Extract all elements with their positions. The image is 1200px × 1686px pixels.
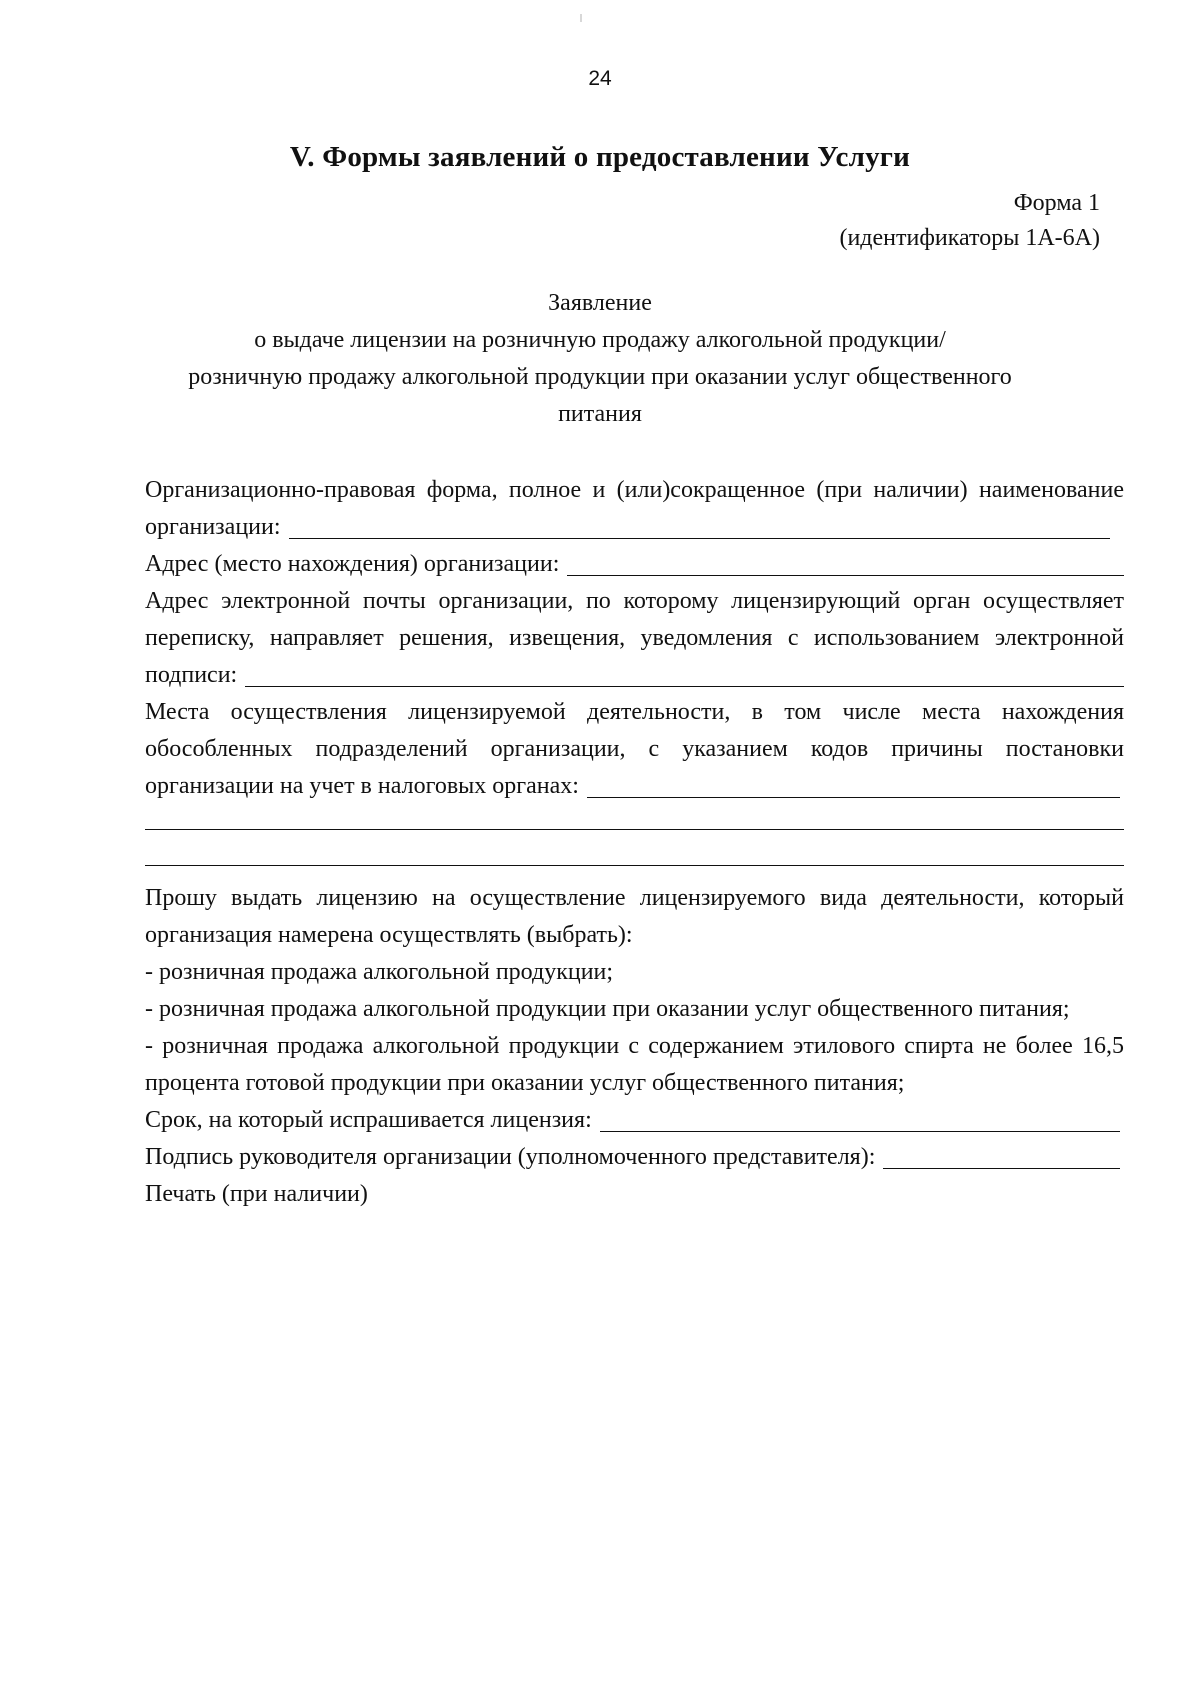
email-description-line-2: переписку, направляет решения, извещения, уведомления с использованием электронной xyxy=(145,625,1124,651)
option-retail-alcohol-catering[interactable]: - розничная продажа алкогольной продукции при оказании услуг общественного питания; xyxy=(145,996,1070,1022)
org-name-description: Организационно-правовая форма, полное и (или)сокращенное (при наличии) наименование xyxy=(145,477,1124,503)
form-body xyxy=(145,472,1124,1207)
option-retail-alcohol[interactable]: - розничная продажа алкогольной продукции; xyxy=(145,959,614,985)
places-field-line-3[interactable] xyxy=(145,865,1124,866)
option-retail-low-alcohol-line-2[interactable]: процента готовой продукции при оказании услуг общественного питания; xyxy=(145,1070,905,1096)
email-label: подписи: xyxy=(145,662,238,688)
places-row xyxy=(145,768,1124,804)
application-subtitle-line-1: о выдаче лицензии на розничную продажу алкогольной продукции/ xyxy=(254,327,946,353)
form-identifiers: (идентификаторы 1А-6А) xyxy=(839,225,1100,251)
address-row xyxy=(145,546,1124,582)
term-field[interactable] xyxy=(600,1105,1120,1132)
email-row xyxy=(145,657,1124,693)
signature-field[interactable] xyxy=(883,1142,1120,1169)
application-subtitle-line-3: питания xyxy=(558,401,642,427)
signature-label: Подпись руководителя организации (уполномоченного представителя): xyxy=(145,1144,876,1170)
application-title: Заявление xyxy=(548,290,652,316)
org-name-row xyxy=(145,509,1124,545)
places-label: организации на учет в налоговых органах: xyxy=(145,773,579,799)
places-field-line-2[interactable] xyxy=(145,829,1124,830)
term-label: Срок, на который испрашивается лицензия: xyxy=(145,1107,592,1133)
section-title: V. Формы заявлений о предоставлении Услуги xyxy=(289,141,911,173)
places-field[interactable] xyxy=(587,771,1120,798)
form-label: Форма 1 xyxy=(1013,190,1100,216)
application-subtitle-line-2: розничную продажу алкогольной продукции при оказании услуг общественного xyxy=(188,364,1012,390)
option-retail-low-alcohol-line-1[interactable]: - розничная продажа алкогольной продукции с содержанием этилового спирта не более 16,5 xyxy=(145,1033,1124,1059)
seal-label: Печать (при наличии) xyxy=(145,1181,368,1207)
address-label: Адрес (место нахождения) организации: xyxy=(145,551,560,577)
org-name-field[interactable] xyxy=(289,512,1110,539)
page-number: 24 xyxy=(588,67,612,90)
request-line-2: организация намерена осуществлять (выбрать): xyxy=(145,922,633,948)
email-field[interactable] xyxy=(245,660,1124,687)
email-description-line-1: Адрес электронной почты организации, по которому лицензирующий орган осуществляет xyxy=(145,588,1124,614)
address-field[interactable] xyxy=(567,549,1124,576)
places-description-line-2: обособленных подразделений организации, с указанием кодов причины постановки xyxy=(145,736,1124,762)
signature-row xyxy=(145,1139,1124,1175)
scan-artifact xyxy=(580,14,582,22)
term-row xyxy=(145,1102,1124,1138)
org-name-label: организации: xyxy=(145,514,281,540)
places-description-line-1: Места осуществления лицензируемой деятельности, в том числе места нахождения xyxy=(145,699,1124,725)
request-line-1: Прошу выдать лицензию на осуществление лицензируемого вида деятельности, который xyxy=(145,885,1124,911)
